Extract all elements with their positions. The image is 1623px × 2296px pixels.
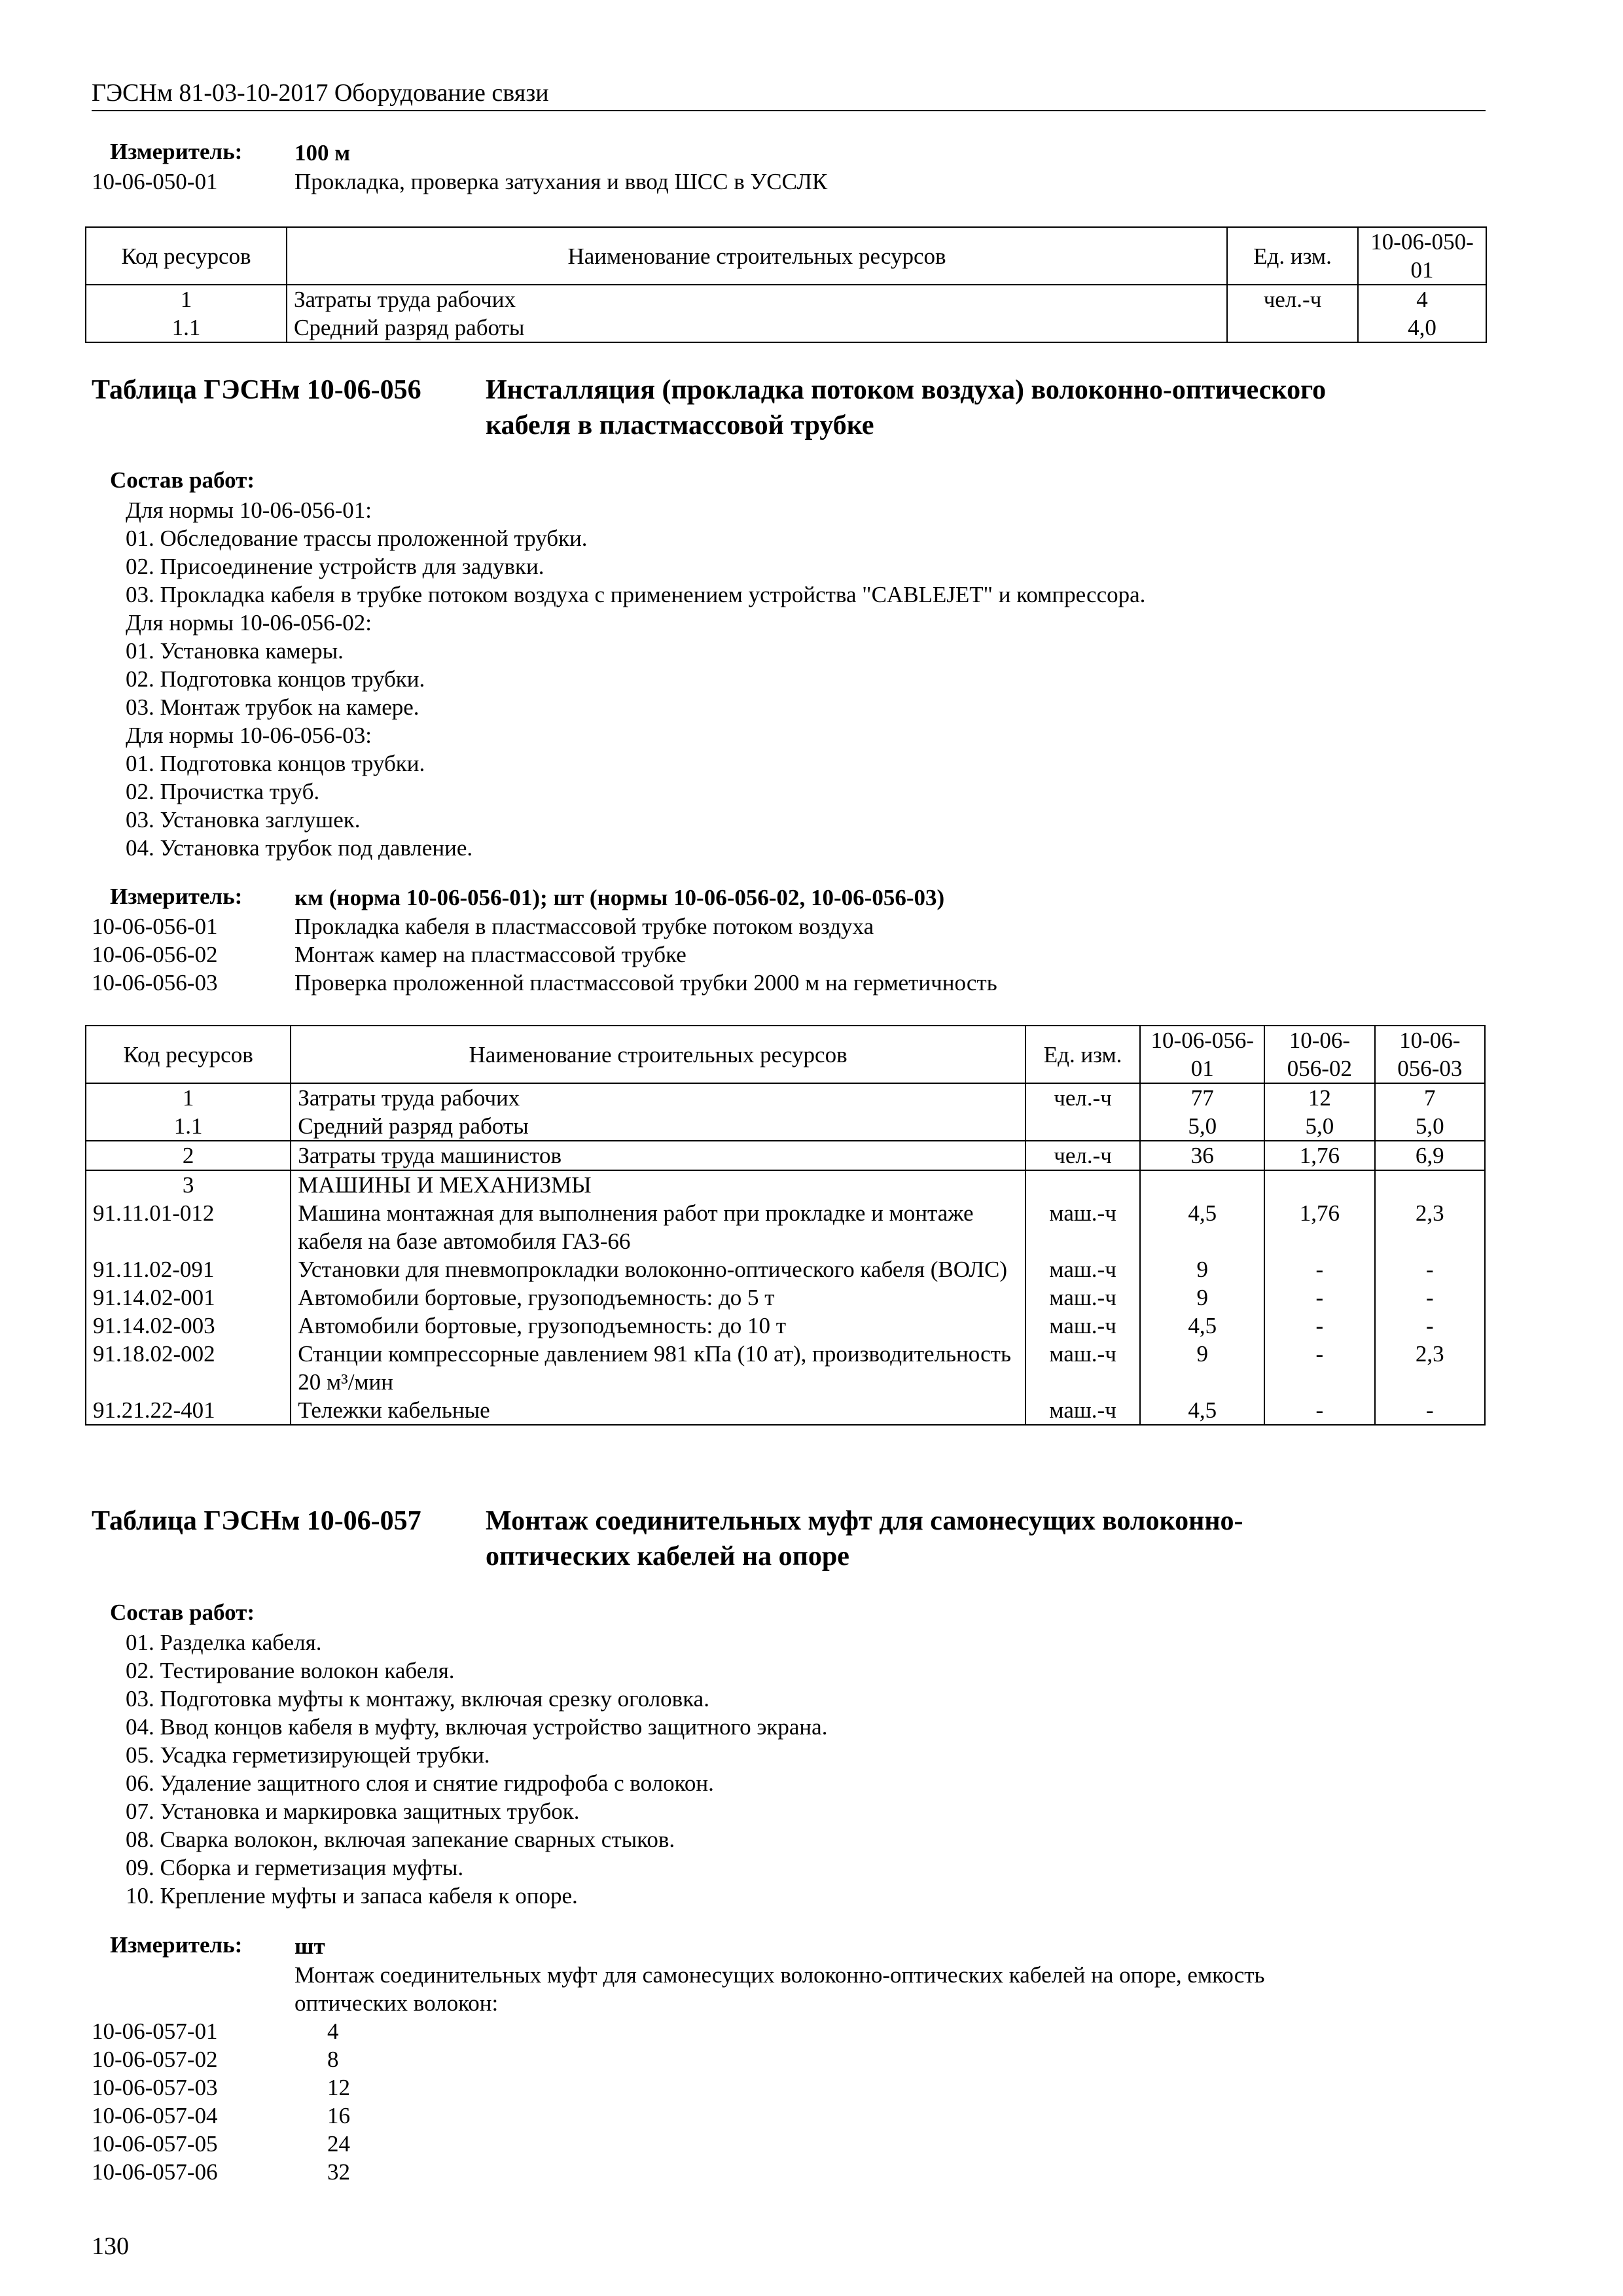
list-item: 01. Установка камеры.: [126, 638, 344, 664]
table-title-057-line2: оптических кабелей на опоре: [486, 1541, 849, 1571]
norm-capacity: 12: [327, 2075, 350, 2100]
norm-code: 10-06-057-03: [92, 2075, 218, 2100]
meter-label-056: Измеритель:: [110, 884, 243, 909]
page-number: 130: [92, 2233, 129, 2260]
norm-code: 10-06-057-05: [92, 2131, 218, 2157]
works-title-057: Состав работ:: [110, 1600, 255, 1625]
resources-table-056: [85, 1025, 1486, 1426]
col-header-norm-02: 10-06-056-02: [1264, 1026, 1374, 1083]
norm-code: 10-06-057-01: [92, 2018, 218, 2044]
col-header-norm-01: 10-06-056-01: [1140, 1026, 1264, 1083]
col-header-unit: Ед. изм.: [1227, 227, 1358, 285]
norm-capacity: 32: [327, 2159, 350, 2185]
norm-description: Прокладка, проверка затухания и ввод ШСС в УССЛК: [294, 169, 828, 194]
list-item: 01. Разделка кабеля.: [126, 1630, 322, 1655]
list-item: Для нормы 10-06-056-02:: [126, 610, 372, 636]
col-header-name: Наименование строительных ресурсов: [291, 1026, 1026, 1083]
table-row: 2 Затраты труда машинистов чел.-ч 36 1,76 6,9: [86, 1141, 1485, 1170]
list-item: 03. Установка заглушек.: [126, 807, 361, 833]
norm-capacity: 24: [327, 2131, 350, 2157]
table-row: 1 Затраты труда рабочих чел.-ч 77 12 7: [86, 1083, 1485, 1112]
list-item: 09. Сборка и герметизация муфты.: [126, 1855, 464, 1880]
table-label-056: Таблица ГЭСНм 10-06-056: [92, 375, 421, 405]
table-row: 1 Затраты труда рабочих чел.-ч 4: [86, 285, 1486, 314]
col-header-unit: Ед. изм.: [1026, 1026, 1141, 1083]
norm-description-cont: оптических волокон:: [294, 1990, 499, 2016]
list-item: Для нормы 10-06-056-01:: [126, 497, 372, 523]
list-item: 04. Ввод концов кабеля в муфту, включая устройство защитного экрана.: [126, 1714, 828, 1740]
table-row: 91.18.02-002 Станции компрессорные давлением 981 кПа (10 ат), производительность 20 м³/мин маш.-ч 9 - 2,3: [86, 1340, 1485, 1396]
col-header-name: Наименование строительных ресурсов: [287, 227, 1227, 285]
norm-description: Прокладка кабеля в пластмассовой трубке потоком воздуха: [294, 914, 874, 939]
list-item: 08. Сварка волокон, включая запекание сварных стыков.: [126, 1827, 675, 1852]
list-item: 03. Подготовка муфты к монтажу, включая срезку оголовка.: [126, 1686, 709, 1712]
meter-value: 100 м: [294, 140, 351, 166]
norm-capacity: 16: [327, 2103, 350, 2128]
meter-label-057: Измеритель:: [110, 1932, 243, 1958]
table-title-056-line1: Инсталляция (прокладка потоком воздуха) волоконно-оптического: [486, 375, 1327, 405]
list-item: 02. Тестирование волокон кабеля.: [126, 1658, 455, 1683]
running-header: ГЭСНм 81-03-10-2017 Оборудование связи: [92, 79, 549, 107]
norm-capacity: 4: [327, 2018, 339, 2044]
norm-code: 10-06-050-01: [92, 169, 218, 194]
table-title-056-line2: кабеля в пластмассовой трубке: [486, 410, 874, 440]
list-item: 02. Прочистка труб.: [126, 779, 320, 804]
meter-label: Измеритель:: [110, 139, 243, 164]
norm-capacity: 8: [327, 2047, 339, 2072]
norm-description: Проверка проложенной пластмассовой трубки 2000 м на герметичность: [294, 970, 997, 996]
norm-code: 10-06-057-04: [92, 2103, 218, 2128]
table-row: 3 МАШИНЫ И МЕХАНИЗМЫ: [86, 1170, 1485, 1199]
table-title-057-line1: Монтаж соединительных муфт для самонесущих волоконно-: [486, 1506, 1243, 1536]
table-row: 91.21.22-401 Тележки кабельные маш.-ч 4,5 - -: [86, 1396, 1485, 1425]
col-header-norm: 10-06-050-01: [1358, 227, 1486, 285]
norm-description: Монтаж камер на пластмассовой трубке: [294, 942, 687, 967]
list-item: 01. Обследование трассы проложенной трубки.: [126, 526, 588, 551]
works-title-056: Состав работ:: [110, 467, 255, 493]
list-item: 06. Удаление защитного слоя и снятие гидрофоба с волокон.: [126, 1770, 714, 1796]
table-row: 1.1 Средний разряд работы 5,0 5,0 5,0: [86, 1112, 1485, 1141]
norm-code: 10-06-057-02: [92, 2047, 218, 2072]
meter-value-056: км (норма 10-06-056-01); шт (нормы 10-06-056-02, 10-06-056-03): [294, 885, 945, 910]
list-item: 03. Монтаж трубок на камере.: [126, 694, 419, 720]
col-header-code: Код ресурсов: [86, 1026, 291, 1083]
table-row: 91.11.01-012 Машина монтажная для выполнения работ при прокладке и монтаже кабеля на базе автомобиля ГАЗ-66 маш.-ч 4,5 1,76 2,3: [86, 1199, 1485, 1255]
table-label-057: Таблица ГЭСНм 10-06-057: [92, 1506, 421, 1536]
list-item: 04. Установка трубок под давление.: [126, 835, 473, 861]
list-item: 02. Присоединение устройств для задувки.: [126, 554, 544, 579]
norm-description: Монтаж соединительных муфт для самонесущих волоконно-оптических кабелей на опоре, емкость: [294, 1962, 1265, 1988]
table-row: 91.14.02-003 Автомобили бортовые, грузоподъемность: до 10 т маш.-ч 4,5 - -: [86, 1312, 1485, 1340]
list-item: 02. Подготовка концов трубки.: [126, 666, 425, 692]
list-item: 10. Крепление муфты и запаса кабеля к опоре.: [126, 1883, 578, 1909]
list-item: 05. Усадка герметизирующей трубки.: [126, 1742, 490, 1768]
list-item: 01. Подготовка концов трубки.: [126, 751, 425, 776]
meter-value-057: шт: [294, 1933, 325, 1959]
list-item: 07. Установка и маркировка защитных трубок.: [126, 1799, 580, 1824]
table-row: 91.11.02-091 Установки для пневмопрокладки волоконно-оптического кабеля (ВОЛС) маш.-ч 9 - -: [86, 1255, 1485, 1283]
list-item: 03. Прокладка кабеля в трубке потоком воздуха с применением устройства "CABLEJET" и компрессора.: [126, 582, 1146, 607]
table-row: 1.1 Средний разряд работы 4,0: [86, 314, 1486, 342]
norm-code: 10-06-056-01: [92, 914, 218, 939]
list-item: Для нормы 10-06-056-03:: [126, 723, 372, 748]
resources-table-050: [85, 226, 1487, 343]
norm-code: 10-06-056-03: [92, 970, 218, 996]
col-header-norm-03: 10-06-056-03: [1375, 1026, 1485, 1083]
col-header-code: Код ресурсов: [86, 227, 287, 285]
norm-code: 10-06-057-06: [92, 2159, 218, 2185]
table-row: 91.14.02-001 Автомобили бортовые, грузоподъемность: до 5 т маш.-ч 9 - -: [86, 1283, 1485, 1312]
norm-code: 10-06-056-02: [92, 942, 218, 967]
header-rule: [92, 110, 1486, 111]
